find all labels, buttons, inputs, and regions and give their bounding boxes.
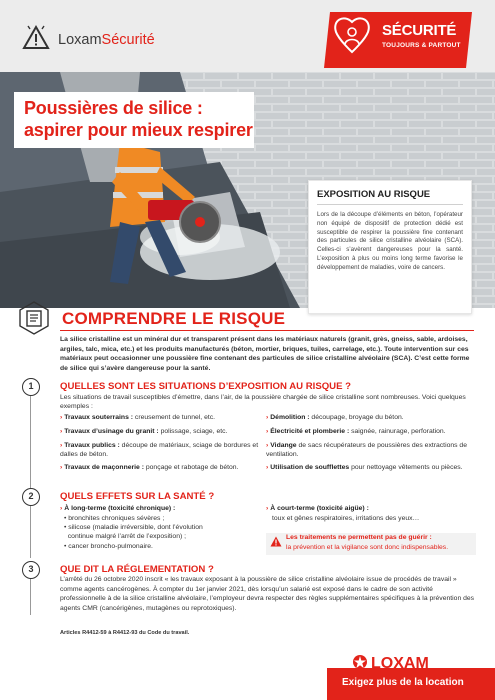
understand-intro-text: La silice cristalline est un minéral dur et transparent présent dans les matériaux naturels (granit, grès, gneiss, sable, ardoises, argiles, talc, mica, etc.) et les produits manufacturés (béton, mortier, briques, tuiles, carrelage, etc.). Toute intervention sur ces matériaux peut occasionner une poussière fine contenant des particules de silice cristalline alvéolaire (SCA). C’est cette forme de silice qui s’avère dangereuse pour la santé. bbox=[60, 336, 470, 372]
warning-text: Les traitements ne permettent pas de guérir : la prévention et la vigilance sont donc indispensables. bbox=[286, 534, 449, 551]
list-item: › Travaux publics : découpe de matériaux, sciage de bordures et dalles de béton. bbox=[60, 442, 259, 458]
warning-triangle-icon bbox=[270, 536, 282, 547]
footer-logo-text: LOXAM bbox=[371, 655, 429, 670]
understand-divider bbox=[60, 330, 474, 331]
section-rail bbox=[30, 500, 31, 558]
section2-title: QUELS EFFETS SUR LA SANTÉ ? bbox=[60, 491, 215, 502]
list-item: continue malgré l’arrêt de l’exposition) ; bbox=[64, 533, 187, 540]
arrow-right-icon: › bbox=[266, 414, 269, 421]
star-icon bbox=[353, 655, 367, 669]
section1-intro: Les situations de travail susceptibles d’émettre, dans l’air, de la poussière chargée de silice cristalline sont nombreuses. Voici quelques exemples : bbox=[60, 394, 466, 411]
hero-title bbox=[14, 92, 254, 148]
brand-prefix: Loxam bbox=[58, 32, 102, 48]
footer-slogan: Exigez plus de la location bbox=[342, 677, 464, 688]
list-item: • cancer broncho-pulmonaire. bbox=[64, 543, 153, 550]
arrow-right-icon: › bbox=[266, 464, 269, 471]
understand-title: COMPRENDRE LE RISQUE bbox=[62, 309, 286, 328]
list-item: • silicose (maladie irréversible, dont l’évolution bbox=[64, 524, 203, 531]
short-term-title: › À court-terme (toxicité aigüe) : bbox=[266, 505, 369, 512]
badge-title: SÉCURITÉ bbox=[382, 22, 457, 39]
list-item: › Électricité et plomberie : saignée, rainurage, perforation. bbox=[266, 428, 446, 435]
arrow-right-icon: › bbox=[266, 442, 269, 449]
section3-title: QUE DIT LA RÉGLEMENTATION ? bbox=[60, 564, 214, 575]
loxam-logo bbox=[352, 654, 477, 670]
list-item: › Travaux de maçonnerie : ponçage et rabotage de béton. bbox=[60, 464, 239, 471]
section-number-3: 3 bbox=[22, 561, 40, 579]
list-item: › Travaux souterrains : creusement de tunnel, etc. bbox=[60, 414, 216, 421]
understand-intro bbox=[60, 335, 478, 373]
long-term-title: › À long-terme (toxicité chronique) : bbox=[60, 505, 176, 512]
list-item: › Utilisation de soufflettes pour nettoyage vêtements ou pièces. bbox=[266, 464, 463, 471]
arrow-right-icon: › bbox=[60, 464, 63, 471]
brand-suffix: Sécurité bbox=[101, 32, 155, 48]
arrow-right-icon: › bbox=[266, 428, 269, 435]
arrow-right-icon: › bbox=[266, 505, 269, 512]
list-item: › Démolition : découpage, broyage du béton. bbox=[266, 414, 404, 421]
exposure-box bbox=[308, 180, 472, 314]
section-number-1: 1 bbox=[22, 378, 40, 396]
short-term-text: toux et gênes respiratoires, irritations des yeux… bbox=[272, 515, 420, 522]
book-icon bbox=[16, 300, 52, 336]
section-number-2: 2 bbox=[22, 488, 40, 506]
arrow-right-icon: › bbox=[60, 414, 63, 421]
section-rail bbox=[30, 575, 31, 615]
list-item: › Vidange de sacs récupérateurs de poussières des extractions de ventilation. bbox=[266, 442, 467, 458]
brand-name bbox=[58, 32, 155, 48]
exposure-title: EXPOSITION AU RISQUE bbox=[317, 189, 463, 205]
list-item: › Travaux d’usinage du granit : polissage, sciage, etc. bbox=[60, 428, 228, 435]
section1-title: QUELLES SONT LES SITUATIONS D’EXPOSITION AU RISQUE ? bbox=[60, 381, 352, 392]
exposure-text: Lors de la découpe d’éléments en béton, l’opérateur non équipé de dispositif de protection dédié est susceptible de respirer la poussière fine contenant des particules de silice cristalline alvéolaire (SCA). Celles-ci s’avèrent dangereuses pour la santé. L’exposition à plus ou moins long terme favorise le développement de maladies, voire de cancers. bbox=[317, 211, 463, 271]
arrow-right-icon: › bbox=[60, 442, 63, 449]
arrow-right-icon: › bbox=[60, 505, 63, 512]
arrow-right-icon: › bbox=[60, 428, 63, 435]
hero-title-line1: Poussières de silice : bbox=[24, 98, 203, 118]
regulation-text: L’arrêté du 26 octobre 2020 inscrit « les travaux exposant à la poussière de silice cristalline alvéolaire issue de procédés de travail » comme agents cancérogènes. À compter du 1er janvier 2021, dès lorsqu’un salarié est exposé dans le cadre de son activité professionnelle à de la silice cristalline alvéolaire, l’employeur devra respecter des règles supplémentaires spécifiques à la prévention des agents CMR (cancérigènes, mutagènes ou reprotoxiques). bbox=[60, 576, 475, 612]
security-badge bbox=[324, 12, 472, 68]
list-item: • bronchites chroniques sévères ; bbox=[64, 515, 165, 522]
badge-subtitle: TOUJOURS & PARTOUT bbox=[382, 42, 461, 49]
section-rail bbox=[30, 390, 31, 490]
articles-reference: Articles R4412-59 à R4412-93 du Code du travail. bbox=[60, 630, 190, 636]
hero-title-line2: aspirer pour mieux respirer bbox=[24, 120, 253, 140]
warning-triangle-icon bbox=[22, 24, 50, 52]
